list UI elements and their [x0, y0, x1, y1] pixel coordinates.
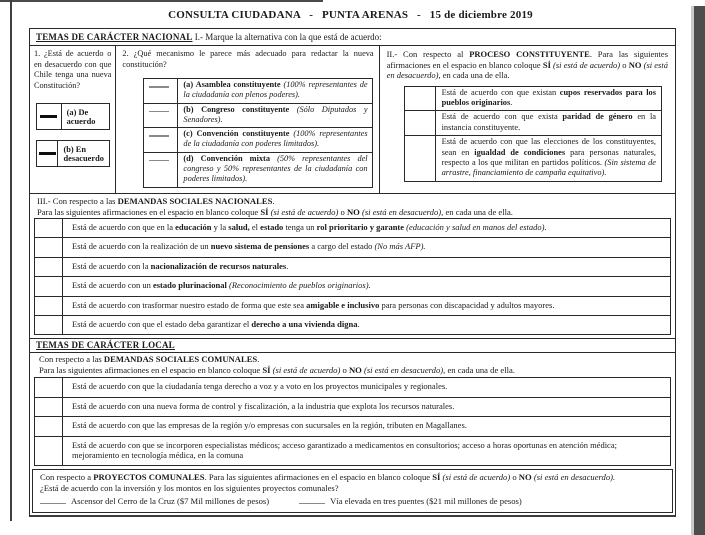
statement-text: Está de acuerdo con que exista paridad de género en la instancia constituyente.: [441, 112, 656, 132]
statement-row: [35, 398, 670, 417]
q2-option-b-text: (b) Congreso constituyente (Sólo Diputados y Senadores).: [183, 104, 368, 124]
answer-blank-cell: [405, 87, 436, 111]
section-iii-header: [30, 194, 675, 218]
statement-text: Está de acuerdo con que las elecciones de los constituyentes, sean en igualdad de condiciones para personas naturales, respecto a los que militan en partidos políticos. (Sin sistema de arrastre, financiamiento de campaña equitativo).: [441, 137, 656, 178]
statement-row: [35, 316, 670, 334]
question-2-block: [116, 46, 379, 193]
answer-blank-cell: [35, 437, 63, 466]
document-page: [12, 0, 689, 535]
projects-intro: Con respecto a PROYECTOS COMUNALES. Para las siguientes afirmaciones en el espacio en blanco coloque SÍ (si está de acuerdo) o NO (si está en desacuerdo).: [40, 472, 616, 483]
answer-blank-cell: [144, 104, 178, 128]
answer-blank-cell: [405, 111, 436, 135]
statement-text: Está de acuerdo con un estado plurinacional (Reconocimiento de pueblos originarios).: [72, 280, 371, 291]
q1-option-a-label: (a) De acuerdo: [66, 107, 96, 126]
section-local-table: [34, 377, 671, 466]
blank-line-icon: [299, 495, 325, 504]
answer-blank-cell: [35, 258, 63, 276]
statement-text: Está de acuerdo con que existan cupos reservados para los pueblos originarios.: [441, 87, 656, 107]
section-iii-instruction: Para las siguientes afirmaciones en el espacio en blanco coloque SÍ (si está de acuerdo) o NO (si está en desacuerdo), en cada una de ella.: [37, 206, 513, 217]
statement-row: [35, 277, 670, 296]
question-2-text: 2. ¿Qué mecanismo le parece más adecuado para redactar la nueva constitución?: [122, 49, 374, 69]
mark-line-icon: [40, 115, 57, 118]
section-local-intro: [30, 353, 675, 377]
q2-option-row: [144, 153, 371, 187]
answer-blank-cell: [35, 417, 63, 435]
q1-option-a-mark-cell: [37, 104, 62, 129]
statement-text: Está de acuerdo con una nueva forma de control y fiscalización, a la industria que explota los recursos naturales.: [72, 400, 455, 411]
local-intro-instruction: Para las siguientes afirmaciones en el espacio en blanco coloque SÍ (si está de acuerdo) o NO (si está en desacuerdo), en cada una de ella.: [39, 364, 515, 375]
q2-option-row: [144, 79, 371, 104]
q2-option-row: [144, 104, 371, 129]
answer-blank-cell: [35, 219, 63, 237]
mark-line-icon: [39, 152, 56, 155]
answer-blank-cell: [405, 136, 436, 181]
project-option: [40, 495, 269, 507]
answer-blank-cell: [144, 128, 178, 152]
blank-line-icon: [149, 160, 169, 162]
answer-blank-cell: [144, 153, 178, 187]
ballot-form: [29, 28, 676, 517]
blank-line-icon: [40, 495, 66, 504]
answer-blank-cell: [35, 398, 63, 416]
statement-text: Está de acuerdo con la nacionalización de recursos naturales.: [72, 260, 289, 271]
answer-blank-cell: [144, 79, 178, 103]
statement-row: [405, 87, 661, 112]
statement-row: [35, 297, 670, 316]
projects-options-row: [40, 495, 665, 507]
statement-text: Está de acuerdo con que las empresas de la región y/o empresas con sucursales en la región, tributen en Magallanes.: [72, 420, 467, 431]
statement-row: [35, 238, 670, 257]
section-iii-table: [34, 218, 671, 335]
section-ii-table: [404, 86, 662, 182]
projects-question: ¿Está de acuerdo con la inversión y los montos en los siguientes proyectos comunales?: [40, 483, 339, 494]
statement-row: [35, 219, 670, 238]
answer-blank-cell: [35, 316, 63, 334]
q2-option-row: [144, 128, 371, 153]
answer-blank-cell: [35, 238, 63, 256]
statement-text: Está de acuerdo con que el estado deba garantizar el derecho a una vivienda digna.: [72, 319, 360, 330]
statement-text: Está de acuerdo con que se incorporen especialistas médicos; acceso garantizado a medicamentos en consultorios; acceso a horas oportunas en atención médica; mejoramiento en tecnología médica, en la comuna: [72, 439, 617, 461]
answer-blank-cell: [35, 277, 63, 295]
section-ii-intro: II.- Con respecto al PROCESO CONSTITUYENTE. Para las siguientes afirmaciones en el espacio en blanco coloque SÍ (si está de acuerdo) o NO (si está en desacuerdo), en cada una de ella.: [386, 49, 668, 80]
national-header-title: TEMAS DE CARÁCTER NACIONAL: [36, 32, 193, 42]
answer-blank-cell: [35, 297, 63, 315]
blank-line-icon: [149, 86, 169, 88]
statement-row: [405, 136, 661, 181]
projects-block: [32, 469, 673, 513]
q2-option-c-text: (c) Convención constituyente (100% representantes de la ciudadanía con poderes limitados).: [183, 129, 368, 149]
q2-option-d-text: (d) Convención mixta (50% representantes del congreso y 50% representantes de la ciudadanía con poderes limitados).: [183, 153, 368, 184]
blank-line-icon: [149, 135, 169, 137]
statement-row: [35, 437, 670, 466]
question-1-block: [30, 46, 116, 193]
national-questions-row: [30, 46, 675, 194]
scan-edge-right-dark: [694, 6, 705, 535]
section-local-header: TEMAS DE CARÁCTER LOCAL: [30, 338, 675, 353]
national-header-instruction: I.- Marque la alternativa con la que está de acuerdo:: [192, 32, 382, 42]
section-ii-block: [380, 46, 675, 193]
q1-option-b-label: (b) En desacuerdo: [63, 144, 104, 163]
q2-option-a-text: (a) Asamblea constituyente (100% representantes de la ciudadanía con plenos poderes).: [183, 80, 368, 100]
statement-text: Está de acuerdo con que en la educación y la salud, el estado tenga un rol prioritario y garante (educación y salud en manos del estado).: [72, 222, 547, 232]
question-1-text: 1. ¿Está de acuerdo o en desacuerdo con que Chile tenga una nueva Constitución?: [34, 49, 112, 90]
statement-row: [35, 258, 670, 277]
answer-blank-cell: [35, 378, 63, 396]
statement-text: Está de acuerdo con que la ciudadanía tenga derecho a voz y a voto en los proyectos municipales y regionales.: [72, 381, 448, 392]
page-title: CONSULTA CIUDADANA - PUNTA ARENAS - 15 de diciembre 2019: [168, 9, 533, 21]
project-option-label: Vía elevada en tres puentes ($21 mil millones de pesos): [330, 496, 522, 507]
statement-text: Está de acuerdo con la realización de un nuevo sistema de pensiones a cargo del estado (No más AFP).: [72, 241, 426, 252]
section-iii-title: III.- Con respecto a las DEMANDAS SOCIALES NACIONALES.: [37, 196, 275, 206]
q2-options-table: [143, 78, 372, 188]
statement-row: [35, 378, 670, 397]
blank-line-icon: [149, 111, 169, 113]
statement-text: Está de acuerdo con trasformar nuestro estado de forma que este sea amigable e inclusivo para personas con discapacidad y adultos mayores.: [72, 299, 555, 310]
q1-option-b-mark-cell: [37, 141, 58, 166]
q1-option-b-row: [36, 140, 110, 167]
q1-option-a-row: [36, 103, 110, 130]
statement-row: [405, 111, 661, 136]
local-intro-title: Con respecto a las DEMANDAS SOCIALES COMUNALES.: [39, 354, 260, 365]
section-national-header: [30, 29, 675, 46]
project-option-label: Ascensor del Cerro de la Cruz ($7 Mil millones de pesos): [71, 496, 270, 507]
project-option: [299, 495, 522, 507]
statement-row: [35, 417, 670, 436]
